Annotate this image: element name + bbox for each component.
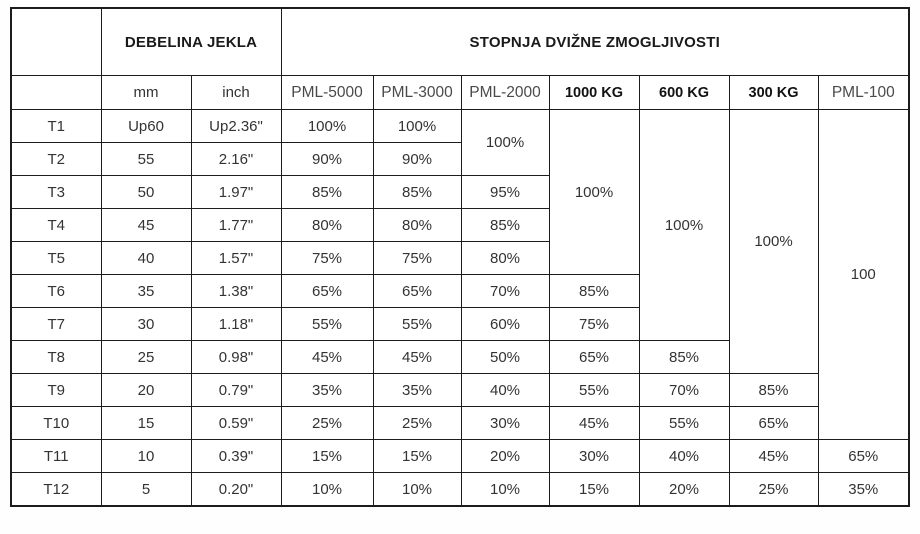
- table-cell: 1.77": [191, 209, 281, 242]
- table-cell: 65%: [729, 407, 818, 440]
- capacity-table: [10, 7, 910, 507]
- table-cell: 10: [101, 440, 191, 473]
- table-cell: 1.57": [191, 242, 281, 275]
- row-label: T12: [11, 473, 101, 507]
- header-group-row: [11, 8, 909, 76]
- table-cell: 25%: [729, 473, 818, 507]
- table-row-t1: [11, 110, 909, 143]
- table-cell: 55%: [373, 308, 461, 341]
- table-cell: 85%: [639, 341, 729, 374]
- table-cell: 100%: [461, 110, 549, 176]
- table-cell: 40: [101, 242, 191, 275]
- row-label: T4: [11, 209, 101, 242]
- table-row-t11: [11, 440, 909, 473]
- table-cell: 25: [101, 341, 191, 374]
- row-label: T2: [11, 143, 101, 176]
- table-cell: 85%: [461, 209, 549, 242]
- table-cell: 35%: [281, 374, 373, 407]
- header-columns-row: [11, 76, 909, 110]
- table-cell: 1.38": [191, 275, 281, 308]
- column-header-1000-kg: 1000 KG: [549, 76, 639, 110]
- table-cell: Up60: [101, 110, 191, 143]
- column-header-pml-5000: PML-5000: [281, 76, 373, 110]
- table-cell: 10%: [461, 473, 549, 507]
- table-cell: 0.98": [191, 341, 281, 374]
- table-cell: 20%: [461, 440, 549, 473]
- table-cell: 45%: [549, 407, 639, 440]
- table-row-t12: [11, 473, 909, 507]
- table-cell: 0.59": [191, 407, 281, 440]
- table-cell: 85%: [281, 176, 373, 209]
- table-cell: 55%: [639, 407, 729, 440]
- table-cell: 100%: [729, 110, 818, 374]
- row-label: T7: [11, 308, 101, 341]
- table-row-t10: [11, 407, 909, 440]
- table-cell: Up2.36": [191, 110, 281, 143]
- table-cell: 35: [101, 275, 191, 308]
- table-cell: 2.16": [191, 143, 281, 176]
- table-cell: 50%: [461, 341, 549, 374]
- table-cell: 80%: [373, 209, 461, 242]
- table-cell: 100: [818, 110, 909, 440]
- table-cell: 20: [101, 374, 191, 407]
- column-header-inch: inch: [191, 76, 281, 110]
- table-cell: 90%: [373, 143, 461, 176]
- table-cell: 10%: [373, 473, 461, 507]
- table-cell: 40%: [461, 374, 549, 407]
- column-header-blank: [11, 76, 101, 110]
- table-cell: 65%: [281, 275, 373, 308]
- table-cell: 5: [101, 473, 191, 507]
- table-cell: 45%: [729, 440, 818, 473]
- row-label: T8: [11, 341, 101, 374]
- table-cell: 60%: [461, 308, 549, 341]
- table-cell: 85%: [729, 374, 818, 407]
- table-cell: 25%: [373, 407, 461, 440]
- table-cell: 55: [101, 143, 191, 176]
- row-label: T9: [11, 374, 101, 407]
- table-cell: 30: [101, 308, 191, 341]
- table-cell: 90%: [281, 143, 373, 176]
- table-cell: 45%: [373, 341, 461, 374]
- table-cell: 15: [101, 407, 191, 440]
- column-header-600-kg: 600 KG: [639, 76, 729, 110]
- table-cell: 80%: [281, 209, 373, 242]
- table-cell: 30%: [461, 407, 549, 440]
- table-cell: 75%: [549, 308, 639, 341]
- table-cell: 50: [101, 176, 191, 209]
- table-cell: 95%: [461, 176, 549, 209]
- row-label: T10: [11, 407, 101, 440]
- table-cell: 15%: [549, 473, 639, 507]
- table-cell: 30%: [549, 440, 639, 473]
- row-label: T5: [11, 242, 101, 275]
- table-cell: 0.79": [191, 374, 281, 407]
- table-cell: 65%: [818, 440, 909, 473]
- table-cell: 70%: [461, 275, 549, 308]
- table-cell: 35%: [818, 473, 909, 507]
- table-cell: 70%: [639, 374, 729, 407]
- column-header-pml-100: PML-100: [818, 76, 909, 110]
- header-group-debelina-jekla: DEBELINA JEKLA: [101, 8, 281, 76]
- table-cell: 15%: [281, 440, 373, 473]
- table-header: [11, 8, 909, 110]
- row-label: T3: [11, 176, 101, 209]
- table-cell: 75%: [373, 242, 461, 275]
- table-cell: 65%: [373, 275, 461, 308]
- column-header-mm: mm: [101, 76, 191, 110]
- table-cell: 80%: [461, 242, 549, 275]
- table-cell: 55%: [549, 374, 639, 407]
- column-header-pml-2000: PML-2000: [461, 76, 549, 110]
- table-cell: 100%: [639, 110, 729, 341]
- table-cell: 85%: [373, 176, 461, 209]
- table-cell: 35%: [373, 374, 461, 407]
- table-cell: 40%: [639, 440, 729, 473]
- header-group-stopnja-dvi-ne-zmogljivosti: STOPNJA DVIŽNE ZMOGLJIVOSTI: [281, 8, 909, 76]
- table-cell: 10%: [281, 473, 373, 507]
- row-label: T6: [11, 275, 101, 308]
- table-cell: 75%: [281, 242, 373, 275]
- table-cell: 0.20": [191, 473, 281, 507]
- table-cell: 45: [101, 209, 191, 242]
- column-header-pml-3000: PML-3000: [373, 76, 461, 110]
- table-cell: 1.97": [191, 176, 281, 209]
- table-cell: 100%: [373, 110, 461, 143]
- table-cell: 20%: [639, 473, 729, 507]
- table-cell: 55%: [281, 308, 373, 341]
- table-cell: 100%: [281, 110, 373, 143]
- row-label: T1: [11, 110, 101, 143]
- table-cell: 100%: [549, 110, 639, 275]
- table-row-t9: [11, 374, 909, 407]
- column-header-300-kg: 300 KG: [729, 76, 818, 110]
- table-cell: 25%: [281, 407, 373, 440]
- table-cell: 0.39": [191, 440, 281, 473]
- table-cell: 15%: [373, 440, 461, 473]
- table-cell: 85%: [549, 275, 639, 308]
- table-cell: 1.18": [191, 308, 281, 341]
- table-cell: 65%: [549, 341, 639, 374]
- table-cell: 45%: [281, 341, 373, 374]
- table-body: [11, 110, 909, 507]
- row-label: T11: [11, 440, 101, 473]
- header-group-blank: [11, 8, 101, 76]
